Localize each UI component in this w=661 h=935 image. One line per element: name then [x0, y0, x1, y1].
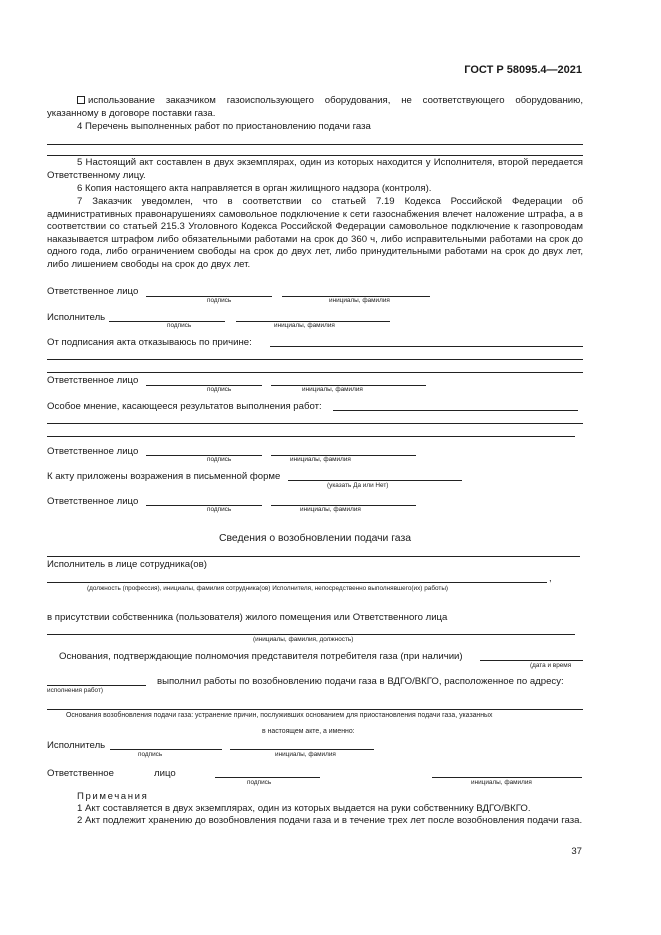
signature-field[interactable] [146, 505, 262, 506]
presence-field[interactable] [47, 634, 575, 635]
note-1: 1 Акт составляется в двух экземплярах, один из которых выдается на руки собственнику ВДГО/ВКГО. [77, 803, 531, 814]
executor-person-field[interactable] [47, 582, 547, 583]
label-executor: Исполнитель [47, 312, 106, 323]
label-grounds: Основания, подтверждающие полномочия представителя потребителя газа (при наличии) [59, 651, 463, 662]
hint-initials: инициалы, фамилия [275, 751, 336, 758]
item-5: 5 Настоящий акт составлен в двух экземплярах, один из которых находится у Исполнителя, второй передается Ответственному лицу. [47, 157, 583, 181]
label-responsible-a: Ответственное [47, 768, 114, 779]
blank-line [47, 436, 575, 437]
blank-line [47, 372, 583, 373]
hint-objections: (указать Да или Нет) [327, 482, 389, 489]
signature-field[interactable] [110, 749, 222, 750]
label-executor-person: Исполнитель в лице сотрудника(ов) [47, 559, 207, 570]
note-2: 2 Акт подлежит хранению до возобновления подачи газа и в течение трех лет после возобновления подачи газа. [77, 815, 583, 826]
item-4: 4 Перечень выполненных работ по приостановлению подачи газа [77, 121, 371, 132]
signature-field[interactable] [146, 455, 262, 456]
hint-initials: инициалы, фамилия [329, 297, 390, 304]
hint-initials: инициалы, фамилия [300, 506, 361, 513]
initials-field[interactable] [432, 777, 582, 778]
blank-line [47, 359, 583, 360]
item-equipment-text: использование заказчиком газоиспользующего оборудования, не соответствующего оборудованию, указанному в договоре поставки газа. [47, 95, 583, 119]
label-refusal: От подписания акта отказываюсь по причине: [47, 337, 252, 348]
hint-signature: подпись [207, 456, 232, 463]
date-field[interactable] [47, 685, 146, 686]
blank-line [47, 556, 580, 557]
objections-field[interactable] [288, 480, 462, 481]
blank-line [47, 144, 583, 145]
hint-signature: подпись [138, 751, 163, 758]
hint-position: (должность (профессия), инициалы, фамилия сотрудника(ов) Исполнителя, непосредственно выполнявшего(их) работы) [87, 585, 449, 592]
label-responsible: Ответственное лицо [47, 446, 139, 457]
label-presence: в присутствии собственника (пользователя) жилого помещения или Ответственного лица [47, 612, 448, 623]
hint-initials: инициалы, фамилия [274, 322, 335, 329]
grounds-field[interactable] [480, 660, 583, 661]
hint-initials: инициалы, фамилия [302, 386, 363, 393]
hint-signature: подпись [247, 779, 272, 786]
blank-line [47, 423, 583, 424]
signature-field[interactable] [146, 385, 262, 386]
label-responsible-b: лицо [154, 768, 176, 779]
item-equipment [47, 95, 583, 120]
hint-date-1: (дата и время [530, 662, 572, 669]
label-executor: Исполнитель [47, 740, 106, 751]
reasons-line-1: Основания возобновления подачи газа: устранение причин, послуживших основанием для приостановления подачи газа, указанных [66, 712, 493, 719]
hint-signature: подпись [207, 386, 232, 393]
item-7: 7 Заказчик уведомлен, что в соответствии со статьей 7.19 Кодекса Российской Федерации об административных правонарушениях самовольное подключение к сети газоснабжения влечет наложение штрафа, а в соответствии со статьей 215.3 Уголовного Кодекса Российской Федерации самовольное подключение к газопроводам наказывается штрафом либо обязательными работами на срок до 360 ч, либо исправительными работами на срок до одного года, либо ограничением свободы на срок до двух лет, либо принудительными работами на срок до двух лет, либо лишением свободы на срок до двух лет. [47, 196, 583, 270]
refusal-field[interactable] [270, 346, 583, 347]
hint-signature: подпись [167, 322, 192, 329]
initials-field[interactable] [230, 749, 374, 750]
label-performed: выполнил работы по возобновлению подачи газа в ВДГО/ВКГО, расположенное по адресу: [157, 676, 564, 687]
reasons-line-2: в настоящем акте, а именно: [262, 728, 355, 735]
address-field[interactable] [47, 709, 583, 710]
label-special-opinion: Особое мнение, касающееся результатов выполнения работ: [47, 401, 322, 412]
blank-line [47, 155, 583, 156]
hint-initials: инициалы, фамилия [290, 456, 351, 463]
signature-field[interactable] [215, 777, 320, 778]
special-opinion-field[interactable] [333, 410, 578, 411]
hint-signature: подпись [207, 297, 232, 304]
checkbox-icon[interactable] [77, 96, 85, 104]
notes-title: Примечания [77, 791, 149, 802]
comma: , [549, 573, 552, 584]
item-6: 6 Копия настоящего акта направляется в орган жилищного надзора (контроля). [77, 183, 432, 194]
section-title: Сведения о возобновлении подачи газа [219, 533, 411, 544]
document-id: ГОСТ Р 58095.4—2021 [464, 64, 582, 76]
label-objections: К акту приложены возражения в письменной форме [47, 471, 281, 482]
hint-initials: инициалы, фамилия [471, 779, 532, 786]
hint-date-2: исполнения работ) [47, 687, 104, 694]
label-responsible: Ответственное лицо [47, 286, 139, 297]
page-number: 37 [571, 846, 582, 857]
hint-signature: подпись [207, 506, 232, 513]
label-responsible: Ответственное лицо [47, 496, 139, 507]
label-responsible: Ответственное лицо [47, 375, 139, 386]
hint-presence: (инициалы, фамилия, должность) [253, 636, 354, 643]
